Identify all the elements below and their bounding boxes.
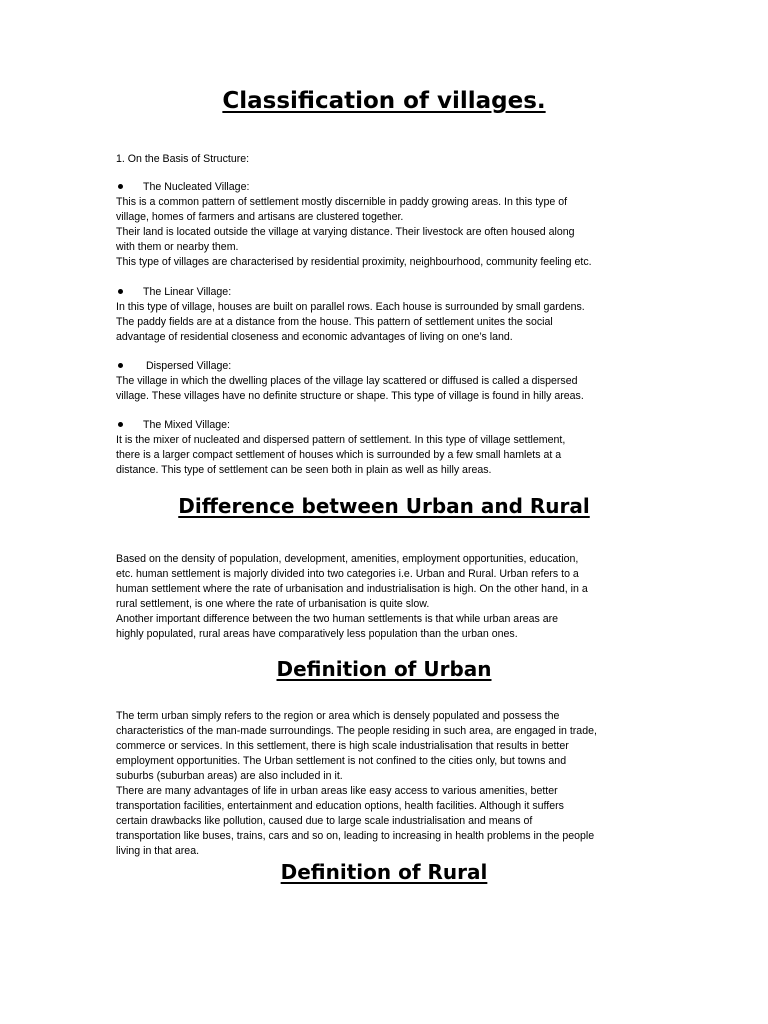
village-type-label-mixed: The Mixed Village:	[143, 419, 230, 431]
bullet-icon	[118, 422, 123, 427]
difference-text: Based on the density of population, development, amenities, employment opportunities, education, etc. human settlement is majorly divided into two categories i.e. Urban and Rural. Urban refers to a human settlement where the rate of urbanisation and industrialisation is high. On the other hand, in a rural settlement, is one where the rate of urbanisation is quite slow. Another important difference between the two human settlements is that while urban areas are highly populated, rural areas have comparatively less population than the urban ones.	[116, 553, 588, 640]
village-type-text-nucleated: This is a common pattern of settlement mostly discernible in paddy growing areas. In this type of village, homes of farmers and artisans are clustered together. Their land is located outside the village at varying distance. Their livestock are often housed along with them or nearby them. This type of villages are characterised by residential proximity, neighbourhood, community feeling etc.	[116, 196, 592, 268]
structure-heading: 1. On the Basis of Structure:	[116, 153, 250, 165]
section-heading-difference: Difference between Urban and Rural	[178, 494, 590, 518]
village-type-text-dispersed: The village in which the dwelling places of the village lay scattered or diffused is called a dispersed village. These villages have no definite structure or shape. This type of village is found in hilly areas.	[116, 375, 584, 402]
village-type-label-linear: The Linear Village:	[143, 286, 232, 298]
village-type-text-linear: In this type of village, houses are built on parallel rows. Each house is surrounded by small gardens. The paddy fields are at a distance from the house. This pattern of settlement unites the social advantage of residential closeness and economic advantages of living on one’s land.	[116, 301, 585, 343]
section-heading-urban: Definition of Urban	[276, 657, 492, 681]
village-type-text-mixed: It is the mixer of nucleated and dispersed pattern of settlement. In this type of village settlement, there is a larger compact settlement of houses which is surrounded by a few small hamlets at a distance. This type of settlement can be seen both in plain as well as hilly areas.	[116, 434, 566, 476]
bullet-icon	[118, 363, 123, 368]
urban-text: The term urban simply refers to the region or area which is densely populated and possess the characteristics of the man-made surroundings. The people residing in such area, are engaged in trade, commerce or services. In this settlement, there is high scale industrialisation that results in better employment opportunities. The Urban settlement is not confined to the cities only, but towns and suburbs (suburban areas) are also included in it. There are many advantages of life in urban areas like easy access to various amenities, better transportation facilities, entertainment and education options, health facilities. Although it suffers certain drawbacks like pollution, caused due to large scale industrialisation and means of transportation like buses, trains, cars and so on, leading to increasing in health problems in the people living in that area.	[116, 710, 597, 857]
section-heading-rural: Definition of Rural	[280, 860, 488, 884]
bullet-icon	[118, 289, 123, 294]
village-type-label-dispersed: Dispersed Village:	[146, 360, 232, 372]
bullet-icon	[118, 184, 123, 189]
village-type-label-nucleated: The Nucleated Village:	[143, 181, 250, 193]
page-title: Classification of villages.	[222, 88, 546, 114]
